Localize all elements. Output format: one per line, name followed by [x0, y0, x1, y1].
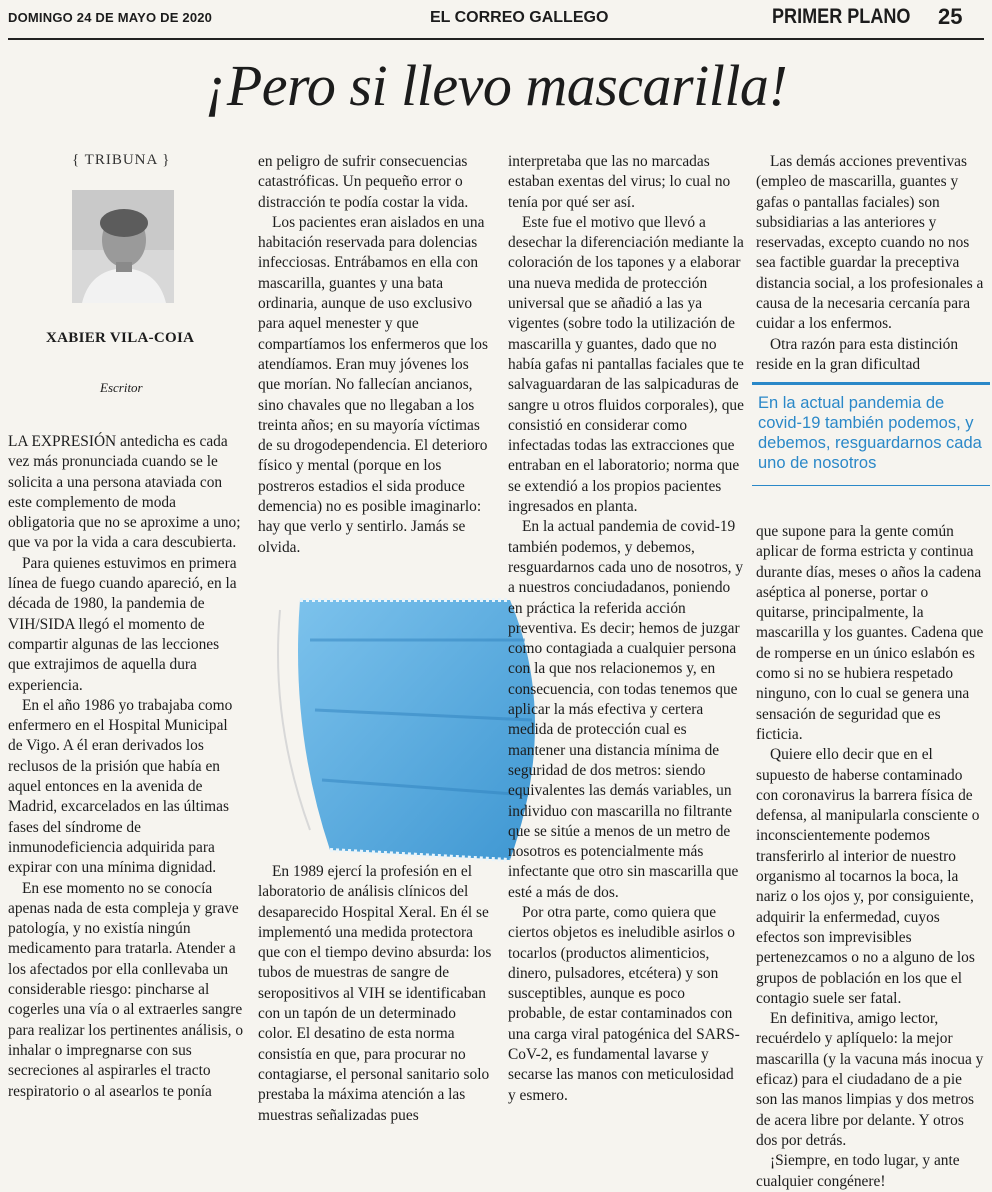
column-4-bottom: [756, 522, 984, 1192]
paragraph: Quiere ello decir que en el supuesto de haberse contaminado con coronavirus la barrera física de defensa, al manipularla consciente o inconscientemente podemos transferirlo al interior de nuestro organismo al tocarnos la boca, la nariz o los ojos y, por consiguiente, adquirir la enfermedad, cuyos efectos son imprevisibles pertenezcamos o no a alguno de los grupos de población en los que el contagio suele ser fatal.: [756, 746, 980, 1007]
author-name: XABIER VILA-COIA: [46, 330, 195, 346]
header-rule: [8, 38, 984, 40]
issue-date: DOMINGO 24 DE MAYO DE 2020: [8, 10, 213, 25]
paragraph: en peligro de sufrir consecuencias catastróficas. Un pequeño error o distracción te podía costar la vida.: [258, 153, 469, 211]
page-number: 25: [938, 4, 963, 29]
column-1: [8, 432, 244, 1102]
section-name: PRIMER PLANO: [772, 5, 911, 28]
paragraph: Por otra parte, como quiera que ciertos objetos es ineludible asirlos o tocarlos (productos alimenticios, dinero, pulsadores, etcétera) y son susceptibles, aunque es poco probable, de estar contaminados con una carga viral patogénica del SARS-CoV-2, es fundamental lavarse y secarse las manos con meticulosidad y esmero.: [508, 903, 740, 1104]
newspaper-name: EL CORREO GALLEGO: [430, 9, 609, 26]
paragraph: En 1989 ejercí la profesión en el laboratorio de análisis clínicos del desaparecido Hospital Xeral. En él se implementó una medida protectora que con el tiempo devino absurda: los tubos de muestras de sangre de seropositivos al VIH se identificaban con un tapón de un determinado color. El desatino de esta norma consistía en que, para procurar no contagiarse, el personal sanitario solo prestaba la máxima atención a las muestras señalizadas pues: [258, 863, 492, 1124]
paragraph: ¡Siempre, en todo lugar, y ante cualquier congénere!: [756, 1152, 960, 1190]
author-role: Escritor: [100, 380, 143, 395]
paragraph: Otra razón para esta distinción reside en la gran dificultad: [756, 335, 959, 373]
paragraph: En el año 1986 yo trabajaba como enfermero en el Hospital Municipal de Vigo. A él eran derivados los reclusos de la prisión que había en aquel entonces en la avenida de Madrid, excarcelados en las últimas fases del síndrome de inmunodeficiencia adquirida para expirar con una mínima dignidad.: [8, 696, 233, 877]
column-2-top: [258, 152, 494, 558]
paragraph: Los pacientes eran aislados en una habitación reservada para dolencias infecciosas. Entrábamos en ella con mascarilla, guantes y una bata ordinaria, aunque de uso exclusivo para aquel menester y que compartíamos los enfermeros que los atendíamos. Eran muy jóvenes los que morían. No fallecían ancianos, sino chavales que no llegaban a los treinta años; en su mayoría víctimas de su drogodependencia. El deterioro físico y mental (porque en los postreros estadios el sida produce demencia) no es posible imaginarlo: hay que verlo y sentirlo. Jamás se olvida.: [258, 213, 488, 556]
column-3: [508, 152, 744, 1106]
column-2-bottom: [258, 862, 494, 1126]
paragraph: Las demás acciones preventivas (empleo de mascarilla, guantes y gafas o pantallas faciales) son subsidiarias a las anteriores y reservadas, excepto cuando no nos sea factible guardar la preceptiva distancia social, a los profesionales a causa de la necesaria cercanía para cuidar a los enfermos.: [756, 153, 984, 333]
section-kicker: { TRIBUNA }: [72, 152, 171, 168]
paragraph: Este fue el motivo que llevó a desechar la diferenciación mediante la coloración de los tapones y a elaborar una nueva medida de protección universal que se añadió a las ya vigentes (sobre todo la utilización de mascarilla y guantes, dado que no había gafas ni pantallas faciales que te salvaguardaran de las salpicaduras de sangre u otros fluidos corporales), que consistió en considerar como infectadas todas las extracciones que entraban en el laboratorio; norma que se extendió a los propios pacientes ingresados en planta.: [508, 213, 744, 516]
paragraph: En la actual pandemia de covid-19 también podemos, y debemos, resguardarnos cada uno de nosotros, y a nuestros conciudadanos, poniendo en práctica la referida acción preventiva. Es decir; hemos de juzgar como contagiada a cualquier persona con la que nos relacionemos y, en consecuencia, con todas tenemos que aplicar la más efectiva y certera medida de protección cual es mantener una distancia mínima de seguridad de dos metros: siendo equivalentes las demás variables, un individuo con mascarilla no filtrante que se sitúe a menos de un metro de nosotros es potencialmente más infectante que otro sin mascarilla que esté a más de dos.: [508, 518, 744, 901]
pull-quote: En la actual pandemia de covid-19 también podemos, y debemos, resguardarnos cada uno de nosotros: [752, 382, 990, 486]
paragraph: En definitiva, amigo lector, recuérdelo y aplíquelo: la mejor mascarilla (y la vacuna más inocua y eficaz) para el ciudadano de a pie son las manos limpias y dos metros de acera libre por delante. Y otros dos por detrás.: [756, 1010, 984, 1149]
headline: ¡Pero si llevo mascarilla!: [204, 53, 788, 118]
paragraph: Para quienes estuvimos en primera línea de fuego cuando apareció, en la década de 1980, la pandemia de VIH/SIDA llegó el momento de compartir algunas de las lecciones que extrajimos de aquella dura experiencia.: [8, 554, 237, 694]
paragraph: interpretaba que las no marcadas estaban exentas del virus; lo cual no tenía por qué ser así.: [508, 153, 731, 211]
column-4-top: [756, 152, 984, 375]
page-header: [0, 0, 992, 38]
paragraph: que supone para la gente común aplicar de forma estricta y continua durante días, meses o años la cadena aséptica al ponerse, portar o quitarse, principalmente, la mascarilla y los guantes. Cadena que de romperse en un único eslabón es como si no se hubiera respetado ninguno, con lo cual se genera una sensación de seguridad que es ficticia.: [756, 523, 984, 743]
paragraph: En ese momento no se conocía apenas nada de esta compleja y grave patología, y no existía ningún medicamento para tratarla. Atender a los afectados por ella conllevaba un considerable riesgo: pincharse al cogerles una vía o al extraerles sangre para realizar los pertinentes análisis, o inhalar o impregnarse con sus secreciones al aspirarles el tracto respiratorio o al asearlos te ponía: [8, 879, 244, 1100]
paragraph: LA EXPRESIÓN antedicha es cada vez más pronunciada cuando se le solicita a una persona ataviada con este complemento de moda obligatoria que no se aproxime a uno; que va por la vida a cara descubierta.: [8, 433, 241, 552]
author-photo: [72, 190, 174, 303]
